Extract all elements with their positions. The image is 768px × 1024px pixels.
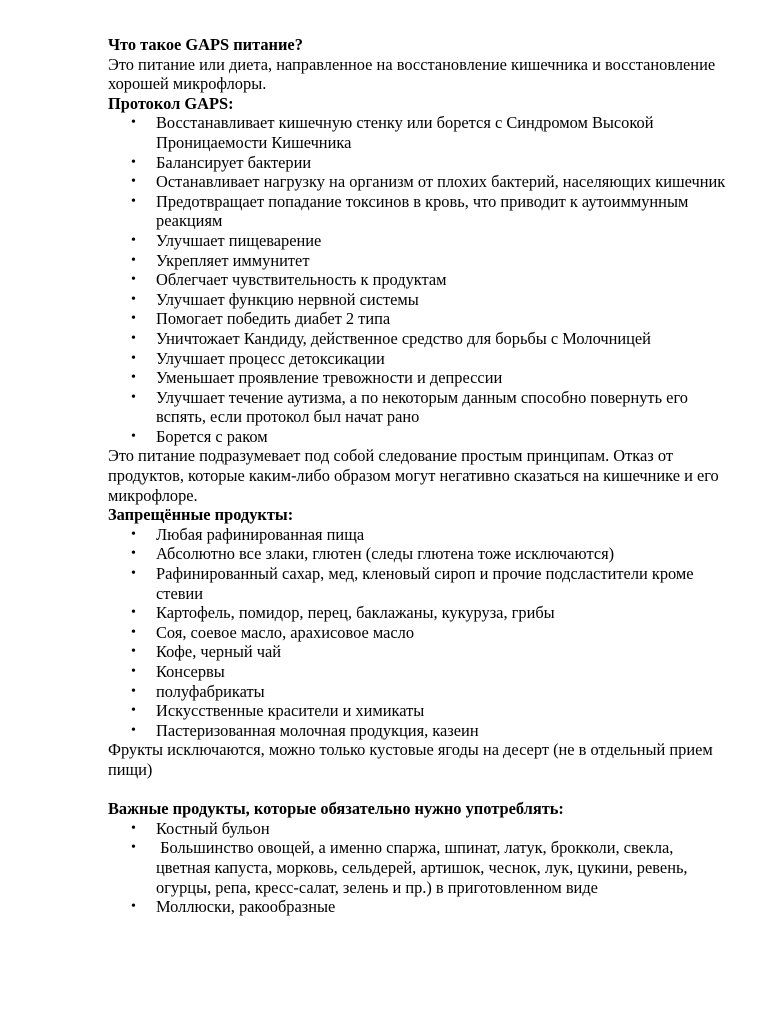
list-item-text: Уничтожает Кандиду, действенное средство для борьбы с Молочницей <box>156 328 651 348</box>
list-item-text: Балансирует бактерии <box>156 152 312 172</box>
bullet-icon: • <box>131 389 136 405</box>
list-item-text: Рафинированный сахар, мед, кленовый сироп и прочие подсластители кроме стевии <box>156 564 694 603</box>
list-item-text: Абсолютно все злаки, глютен (следы глютена тоже исключаются) <box>156 544 615 564</box>
bullet-icon: • <box>131 311 136 327</box>
bullet-icon: • <box>131 350 136 366</box>
bullet-icon: • <box>131 252 136 268</box>
bullet-icon: • <box>131 272 136 288</box>
bullet-icon: • <box>131 899 136 915</box>
list-item-text: Борется с раком <box>156 426 268 446</box>
intro-paragraph: Это питание или диета, направленное на восстановление кишечника и восстановление хорошей микрофлоры. <box>108 54 716 94</box>
bullet-icon: • <box>131 624 136 640</box>
bullet-icon: • <box>131 291 136 307</box>
protocol-list <box>108 113 728 446</box>
list-item <box>108 701 728 721</box>
list-item-text: Картофель, помидор, перец, баклажаны, кукуруза, грибы <box>156 603 555 623</box>
principle-paragraph: Это питание подразумевает под собой следование простым принципам. Отказ от продуктов, которые каким-либо образом могут негативно сказаться на кишечнике и его микрофлоре. <box>108 446 719 505</box>
list-item-text: Любая рафинированная пища <box>156 524 365 544</box>
important-heading: Важные продукты, которые обязательно нужно употреблять: <box>108 799 564 819</box>
list-item <box>108 192 728 231</box>
list-item-text: Уменьшает проявление тревожности и депрессии <box>156 368 503 388</box>
bullet-icon: • <box>131 840 136 856</box>
list-item-text: полуфабрикаты <box>156 681 265 701</box>
list-item <box>108 153 728 173</box>
list-item-text: Восстанавливает кишечную стенку или борется с Синдромом Высокой Проницаемости Кишечника <box>156 113 654 152</box>
list-item <box>108 721 728 741</box>
list-item-text: Искусственные красители и химикаты <box>156 701 425 721</box>
list-item-text: Кофе, черный чай <box>156 642 282 662</box>
bullet-icon: • <box>131 722 136 738</box>
bullet-icon: • <box>131 546 136 562</box>
bullet-icon: • <box>131 703 136 719</box>
list-item-text: Улучшает течение аутизма, а по некоторым данным способно повернуть его вспять, если протокол был начат рано <box>156 387 688 427</box>
list-item <box>108 251 728 271</box>
list-item <box>108 838 728 897</box>
list-item <box>108 525 728 545</box>
list-item <box>108 682 728 702</box>
list-item-text: Улучшает пищеварение <box>156 230 322 250</box>
bullet-icon: • <box>131 370 136 386</box>
list-item-text: Соя, соевое масло, арахисовое масло <box>156 622 415 642</box>
list-item-text: Улучшает процесс детоксикации <box>156 348 385 368</box>
list-item <box>108 349 728 369</box>
bullet-icon: • <box>131 526 136 542</box>
list-item <box>108 368 728 388</box>
bullet-icon: • <box>131 193 136 209</box>
list-item-text: Предотвращает попадание токсинов в кровь, что приводит к аутоиммунным реакциям <box>156 191 689 231</box>
bullet-icon: • <box>131 428 136 444</box>
bullet-icon: • <box>131 232 136 248</box>
list-item <box>108 427 728 447</box>
list-item-text: Укрепляет иммунитет <box>156 250 310 270</box>
list-item <box>108 113 728 152</box>
bullet-icon: • <box>131 820 136 836</box>
list-item <box>108 544 728 564</box>
list-item <box>108 623 728 643</box>
important-list <box>108 819 728 917</box>
gaps-title: Что такое GAPS питание? <box>108 35 303 54</box>
bullet-icon: • <box>131 683 136 699</box>
list-item-text: Консервы <box>156 662 225 681</box>
list-item <box>108 329 728 349</box>
bullet-icon: • <box>131 566 136 582</box>
list-item-text: Останавливает нагрузку на организм от плохих бактерий, населяющих кишечник <box>156 172 726 192</box>
forbidden-list <box>108 525 728 741</box>
document-page <box>108 35 728 917</box>
bullet-icon: • <box>131 154 136 170</box>
list-item <box>108 309 728 329</box>
bullet-icon: • <box>131 644 136 660</box>
list-item-text: Помогает победить диабет 2 типа <box>156 309 391 329</box>
list-item <box>108 603 728 623</box>
bullet-icon: • <box>131 605 136 621</box>
forbidden-heading: Запрещённые продукты: <box>108 505 294 525</box>
list-item <box>108 662 728 682</box>
list-item <box>108 642 728 662</box>
list-item-text: Облегчает чувствительность к продуктам <box>156 270 447 290</box>
blank-line <box>108 780 728 800</box>
list-item <box>108 564 728 603</box>
bullet-icon: • <box>131 330 136 346</box>
list-item-text: Костный бульон <box>156 818 270 838</box>
bullet-icon: • <box>131 664 136 679</box>
list-item <box>108 897 728 917</box>
list-item <box>108 172 728 192</box>
protocol-heading: Протокол GAPS: <box>108 93 234 113</box>
list-item-text: Большинство овощей, а именно спаржа, шпинат, латук, брокколи, свекла, цветная капуста, морковь, сельдерей, артишок, чеснок, лук, цукини, ревень, огурцы, репа, кресс-салат, зелень и пр.) в приготовленном виде <box>156 838 692 897</box>
list-item-text: Моллюски, ракообразные <box>156 897 336 917</box>
list-item <box>108 231 728 251</box>
list-item <box>108 388 728 427</box>
bullet-icon: • <box>131 174 136 190</box>
list-item <box>108 270 728 290</box>
list-item-text: Улучшает функцию нервной системы <box>156 289 419 309</box>
list-item <box>108 290 728 310</box>
bullet-icon: • <box>131 115 136 131</box>
fruit-note: Фрукты исключаются, можно только кустовые ягоды на десерт (не в отдельный прием пищи) <box>108 740 713 779</box>
list-item <box>108 819 728 839</box>
list-item-text: Пастеризованная молочная продукция, казеин <box>156 720 479 740</box>
